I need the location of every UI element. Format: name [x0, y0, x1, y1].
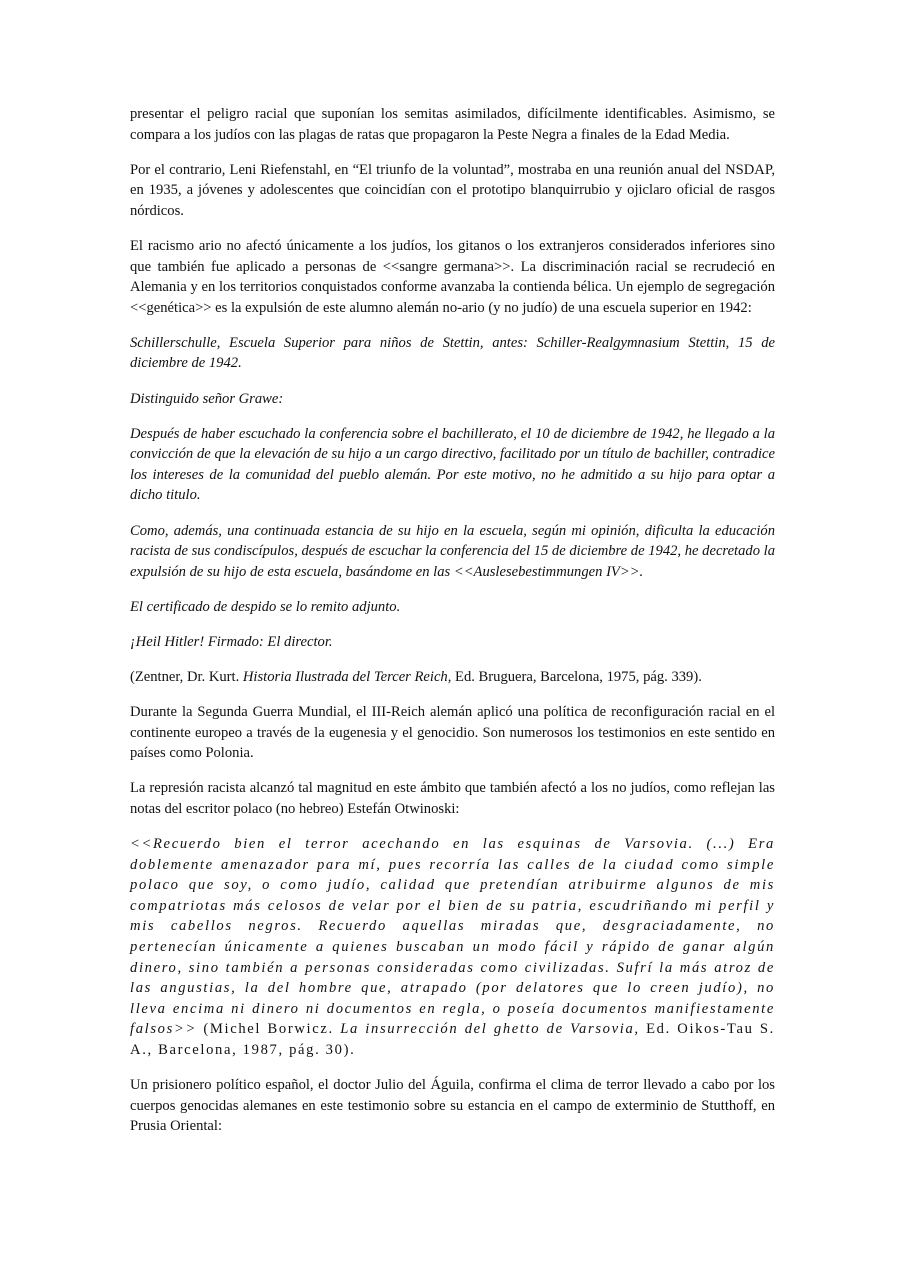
- paragraph: presentar el peligro racial que suponían los semitas asimilados, difícilmente identificables. Asimismo, se compara a los judíos con las plagas de ratas que propagaron la Peste Negra a finales de la Edad Media.: [130, 106, 775, 143]
- quote-citation-author: (Michel Borwicz.: [196, 1021, 341, 1038]
- citation-author: (Zentner, Dr. Kurt.: [130, 668, 243, 685]
- paragraph: Por el contrario, Leni Riefenstahl, en “El triunfo de la voluntad”, mostraba en una reunión anual del NSDAP, en 1935, a jóvenes y adolescentes que coincidían con el prototipo blanquirrubio y ojiclaro oficial de rasgos nórdicos.: [130, 161, 775, 219]
- letter-paragraph: El certificado de despido se lo remito adjunto.: [130, 598, 401, 615]
- citation-title: Historia Ilustrada del Tercer Reich,: [242, 668, 452, 685]
- document-body: [130, 104, 775, 1151]
- citation-details: Ed. Bruguera, Barcelona, 1975, pág. 339).: [451, 668, 702, 685]
- paragraph: Durante la Segunda Guerra Mundial, el III-Reich alemán aplicó una política de reconfiguración racial en el continente europeo a través de la eugenesia y el genocidio. Son numerosos los testimonios en este sentido en países como Polonia.: [130, 704, 775, 762]
- quote-text: <<Recuerdo bien el terror acechando en las esquinas de Varsovia. (...) Era doblemente amenazador para mí, pues recorría las calles de la ciudad como simple polaco que soy, o como judío, calidad que pretendían atribuirme algunos de mis compatriotas más celosos de velar por el bien de su patria, escudriñando mi perfil y mis cabellos negros. Recuerdo aquellas miradas que, desgraciadamente, no pertenecían únicamente a quienes buscaban un modo fácil y rápido de ganar algún dinero, sino también a personas consideradas como civilizadas. Sufrí la más atroz de las angustias, la del hombre que, atrapado (por delatores que lo creen judío), no lleva encima ni dinero ni documentos en regla, o poseía documentos manifiestamente falsos>>: [130, 836, 775, 1038]
- citation: [130, 667, 775, 688]
- quote-citation-details: Ed. Oikos-Tau S. A., Barcelona, 1987, pág. 30).: [130, 1021, 775, 1058]
- letter-header: Schillerschulle, Escuela Superior para niños de Stettin, antes: Schiller-Realgymnasium Stettin, 15 de diciembre de 1942.: [130, 334, 775, 372]
- block-quote: [130, 834, 775, 1061]
- paragraph: Un prisionero político español, el doctor Julio del Águila, confirma el clima de terror llevado a cabo por los cuerpos genocidas alemanes en este testimonio sobre su estancia en el campo de exterminio de Stutthoff, en Prusia Oriental:: [130, 1077, 775, 1135]
- letter-signature: ¡Heil Hitler! Firmado: El director.: [130, 633, 333, 650]
- letter-salutation: Distinguido señor Grawe:: [130, 390, 284, 407]
- letter-paragraph: Después de haber escuchado la conferencia sobre el bachillerato, el 10 de diciembre de 1942, he llegado a la convicción de que la elevación de su hijo a un cargo directivo, facilitado por un título de bachiller, contradice los intereses de la comunidad del pueblo alemán. Por este motivo, no he admitido a su hijo para optar a dicho titulo.: [130, 425, 775, 504]
- paragraph: El racismo ario no afectó únicamente a los judíos, los gitanos o los extranjeros considerados inferiores sino que también fue aplicado a personas de <<sangre germana>>. La discriminación racial se recrudeció en Alemania y en los territorios conquistados conforme avanzaba la contienda bélica. Un ejemplo de segregación <<genética>> es la expulsión de este alumno alemán no-ario (y no judío) de una escuela superior en 1942:: [130, 237, 775, 316]
- quote-citation-title: La insurrección del ghetto de Varsovia,: [340, 1021, 640, 1038]
- letter-paragraph: Como, además, una continuada estancia de su hijo en la escuela, según mi opinión, dificulta la educación racista de sus condiscípulos, después de escuchar la conferencia del 15 de diciembre de 1942, he decretado la expulsión de su hijo de esta escuela, basándome en las <<Auslesebestimmungen IV>>.: [130, 522, 775, 580]
- paragraph: La represión racista alcanzó tal magnitud en este ámbito que también afectó a los no judíos, como reflejan las notas del escritor polaco (no hebreo) Estefán Otwinoski:: [130, 780, 775, 817]
